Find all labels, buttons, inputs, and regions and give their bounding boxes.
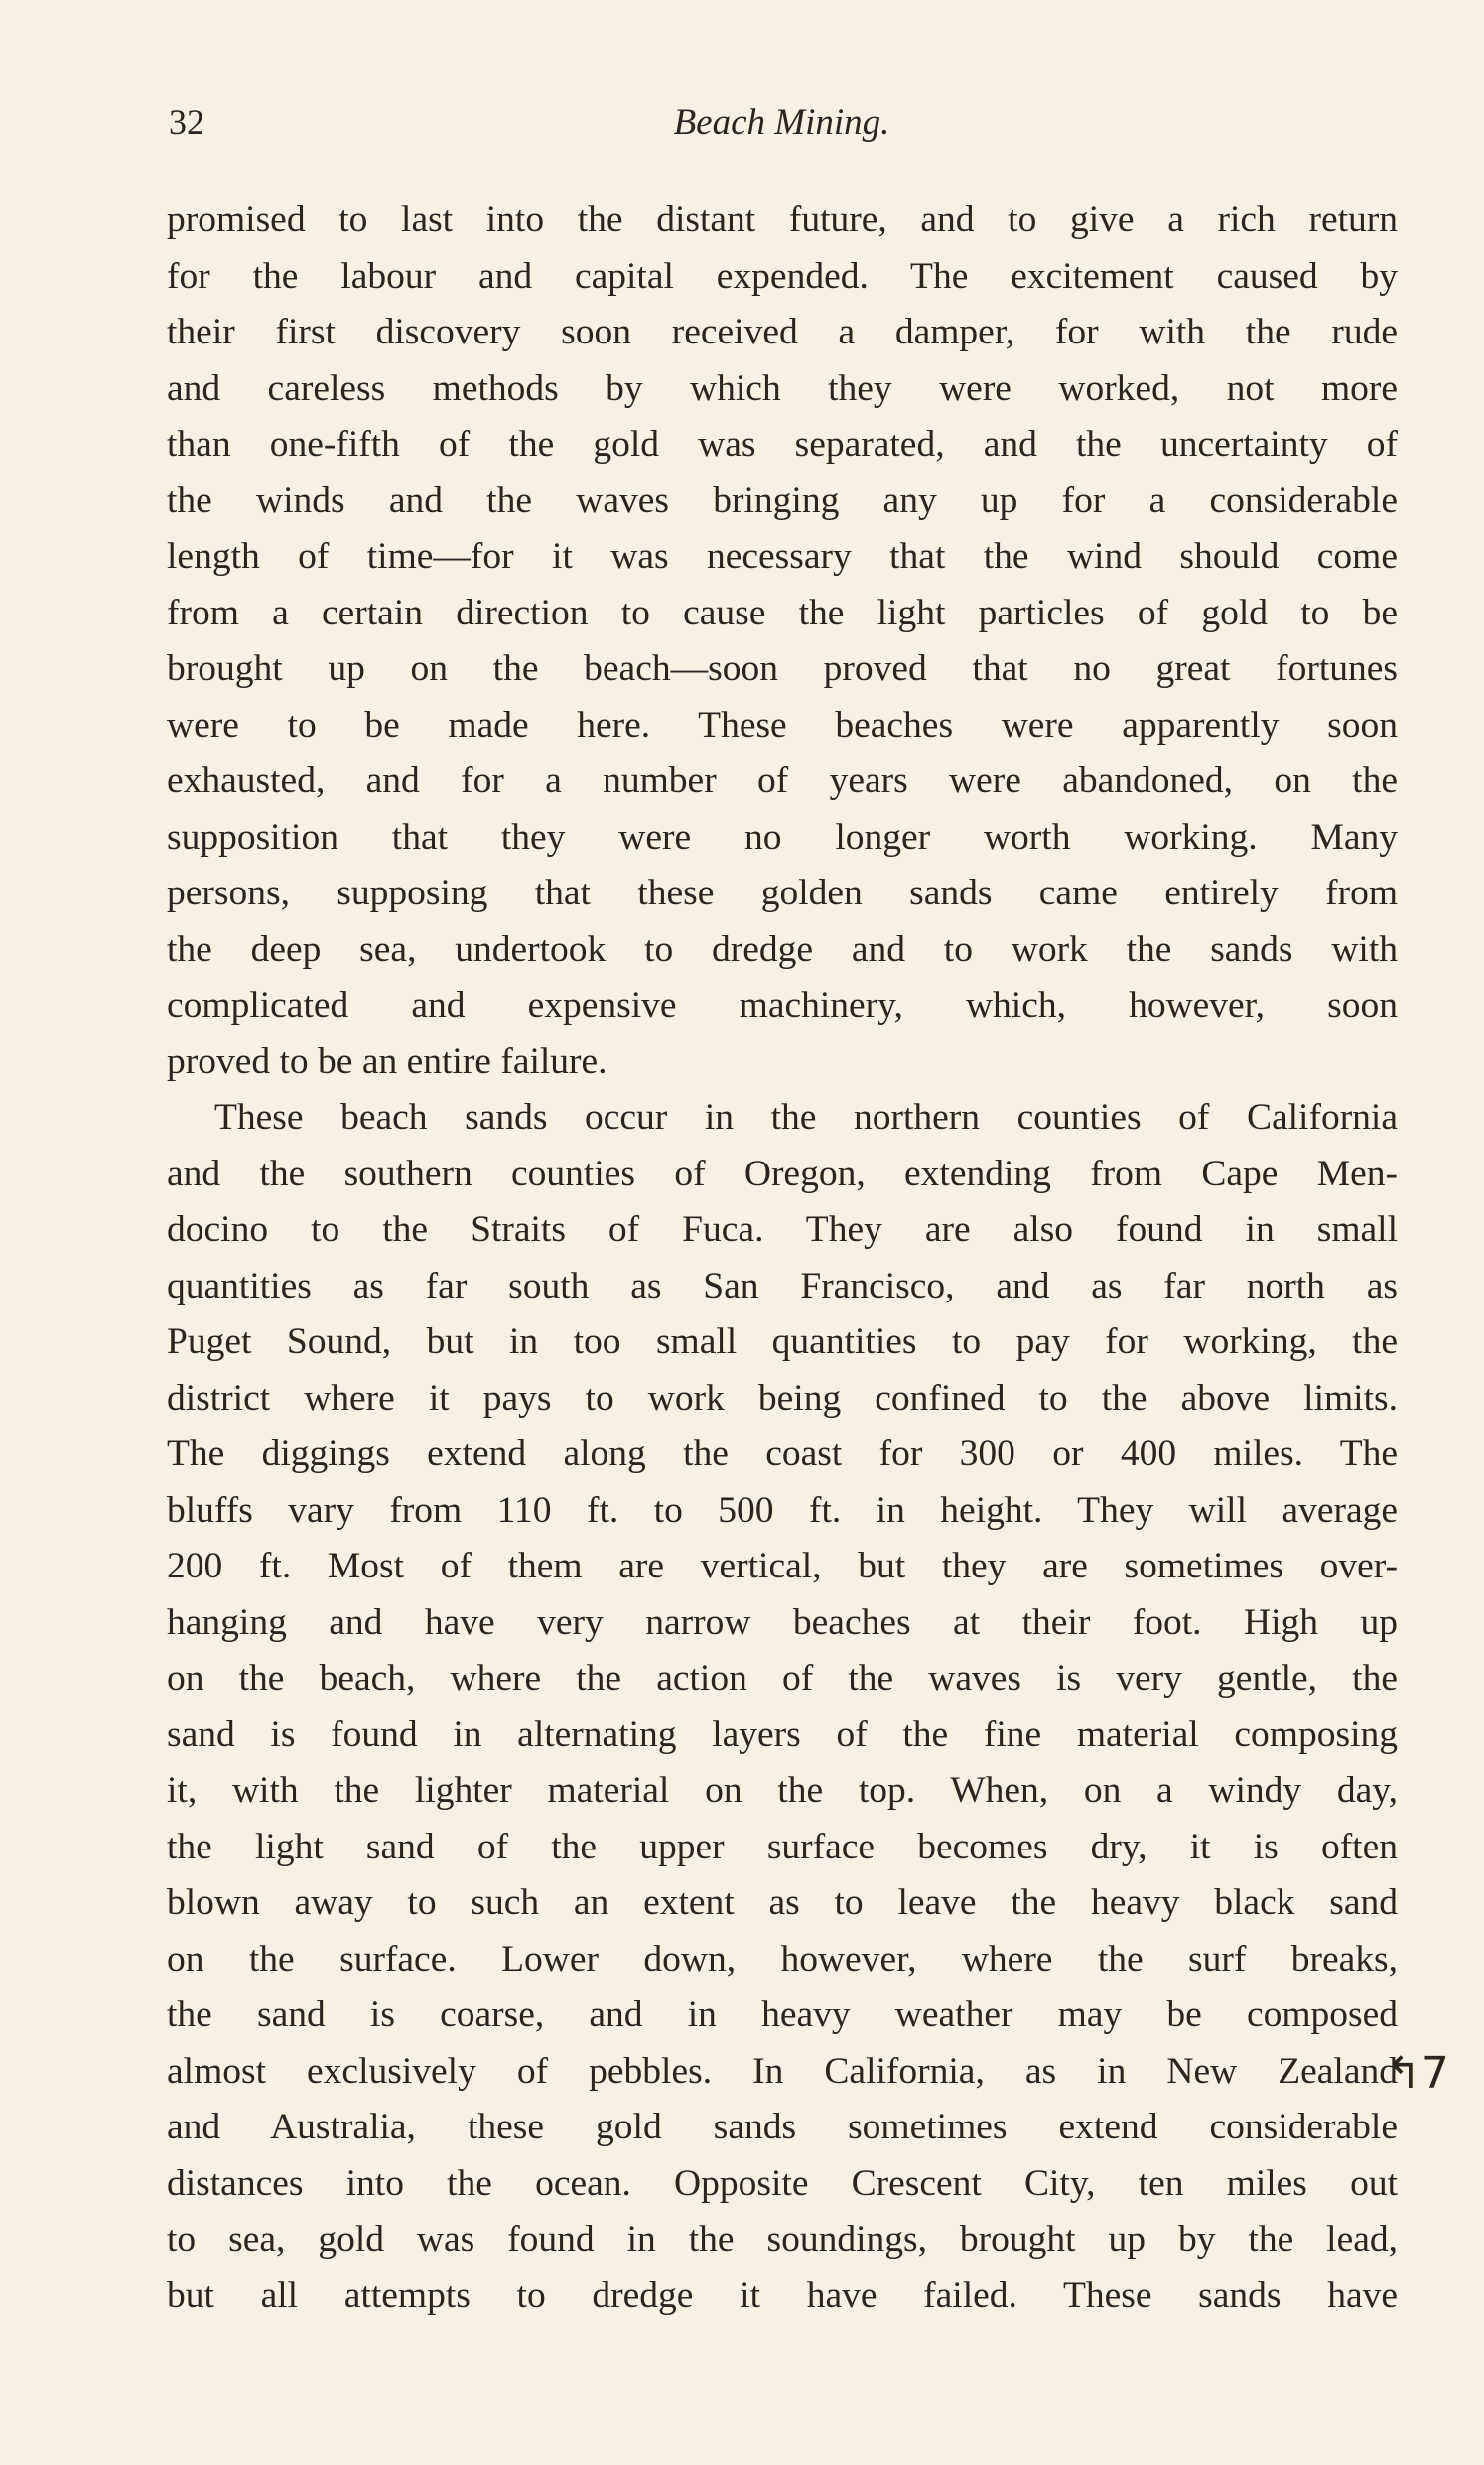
text-line: These beach sands occur in the northern counties of California <box>214 1097 1398 1138</box>
text-line: brought up on the beach—soon proved that no great fortunes <box>167 648 1398 689</box>
text-line: docino to the Straits of Fuca. They are also found in small <box>167 1209 1398 1250</box>
text-line: from a certain direction to cause the light particles of gold to be <box>167 592 1398 633</box>
text-line: on the beach, where the action of the waves is very gentle, the <box>167 1658 1398 1699</box>
text-line: for the labour and capital expended. The excitement caused by <box>167 255 1398 297</box>
text-line: the sand is coarse, and in heavy weather may be composed <box>167 1994 1398 2035</box>
text-line: and Australia, these gold sands sometimes extend considerable <box>167 2107 1398 2147</box>
text-line: distances into the ocean. Opposite Crescent City, ten miles out <box>167 2162 1398 2204</box>
text-line: on the surface. Lower down, however, where the surf breaks, <box>167 1938 1398 1980</box>
text-line: sand is found in alternating layers of the fine material composing <box>167 1713 1398 1755</box>
handwritten-margin-mark: ↰7 <box>1385 2048 1449 2099</box>
text-line: exhausted, and for a number of years were abandoned, on the <box>167 760 1398 801</box>
body-text <box>167 193 1398 2324</box>
text-line: The diggings extend along the coast for 300 or 400 miles. The <box>167 1434 1398 1474</box>
text-line: their first discovery soon received a damper, for with the rude <box>167 312 1398 352</box>
text-line: bluffs vary from 110 ft. to 500 ft. in height. They will average <box>167 1489 1398 1531</box>
text-line: persons, supposing that these golden sands came entirely from <box>167 873 1398 913</box>
text-line: the deep sea, undertook to dredge and to work the sands with <box>167 928 1398 970</box>
text-line: were to be made here. These beaches were apparently soon <box>167 704 1398 746</box>
page-number: 32 <box>169 102 204 142</box>
text-line: to sea, gold was found in the soundings, brought up by the lead, <box>167 2219 1398 2260</box>
text-line: supposition that they were no longer worth working. Many <box>167 816 1398 858</box>
text-line: hanging and have very narrow beaches at their foot. High up <box>167 1601 1398 1643</box>
text-line: promised to last into the distant future, and to give a rich return <box>167 200 1398 240</box>
text-line: district where it pays to work being confined to the above limits. <box>167 1377 1398 1419</box>
page-header <box>169 101 1395 151</box>
text-line: complicated and expensive machinery, which, however, soon <box>167 985 1398 1026</box>
text-line: but all attempts to dredge it have failed. These sands have <box>167 2274 1398 2316</box>
text-line: almost exclusively of pebbles. In California, as in New Zealand <box>167 2050 1398 2092</box>
text-line: and the southern counties of Oregon, extending from Cape Men- <box>167 1153 1398 1194</box>
text-line: it, with the lighter material on the top. When, on a windy day, <box>167 1770 1398 1811</box>
running-title: Beach Mining. <box>673 102 890 143</box>
text-line: the winds and the waves bringing any up for a considerable <box>167 479 1398 521</box>
text-line: the light sand of the upper surface becomes dry, it is often <box>167 1826 1398 1867</box>
text-line: quantities as far south as San Francisco, and as far north as <box>167 1265 1398 1306</box>
text-line: and careless methods by which they were worked, not more <box>167 367 1398 409</box>
text-line: 200 ft. Most of them are vertical, but they are sometimes over- <box>167 1546 1398 1586</box>
text-line: Puget Sound, but in too small quantities to pay for working, the <box>167 1321 1398 1362</box>
text-line: length of time—for it was necessary that the wind should come <box>167 536 1398 577</box>
text-line: proved to be an entire failure. <box>167 1040 607 1082</box>
text-line: blown away to such an extent as to leave the heavy black sand <box>167 1882 1398 1923</box>
text-line: than one-fifth of the gold was separated, and the uncertainty of <box>167 424 1398 465</box>
